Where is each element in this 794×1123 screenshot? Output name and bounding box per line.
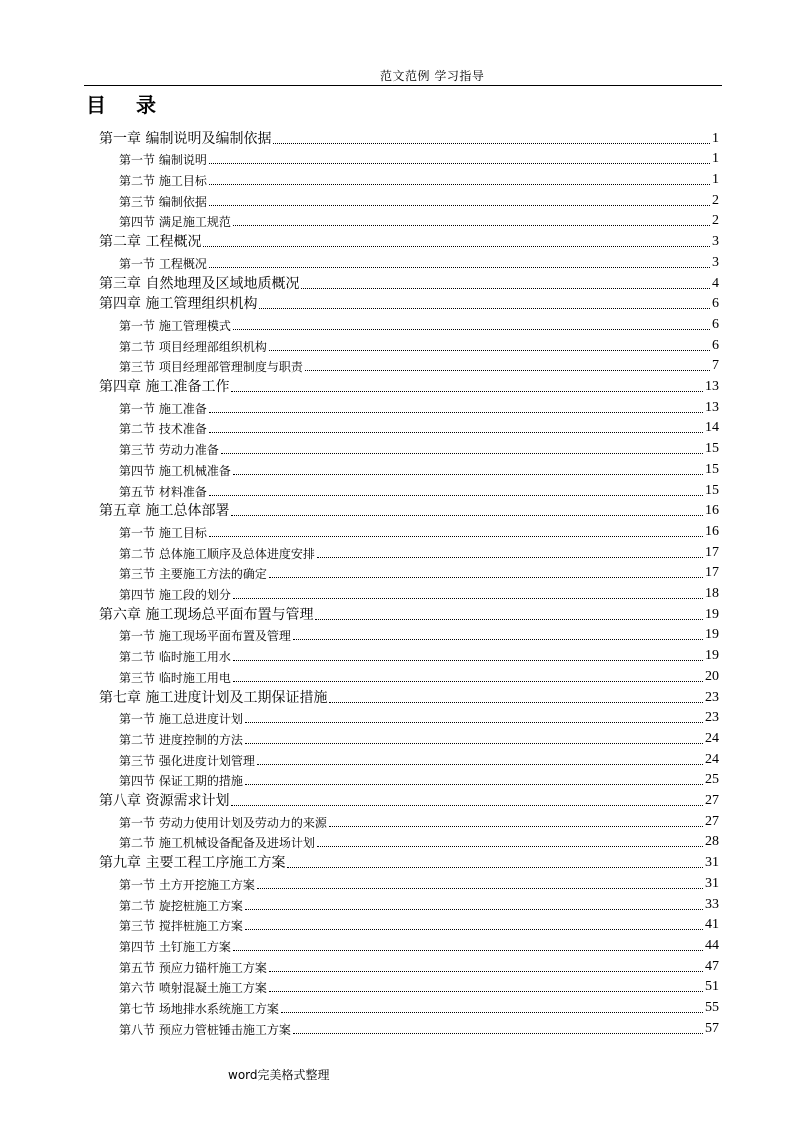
- toc-dot-leader: [315, 619, 703, 620]
- toc-section-entry[interactable]: [0, 831, 719, 852]
- toc-section-entry[interactable]: [0, 955, 719, 976]
- toc-page-number: 31: [705, 875, 719, 891]
- toc-dot-leader: [209, 267, 710, 268]
- toc-section-entry[interactable]: [0, 541, 719, 562]
- toc-dot-leader: [245, 909, 703, 910]
- toc-section-entry[interactable]: [0, 458, 719, 479]
- toc-section-entry[interactable]: [0, 893, 719, 914]
- toc-section-entry[interactable]: [0, 872, 719, 893]
- toc-page-number: 33: [705, 896, 719, 912]
- toc-entry-label: 第七章 施工进度计划及工期保证措施: [99, 689, 328, 706]
- toc-page-number: 1: [712, 151, 719, 167]
- toc-section-entry[interactable]: [0, 148, 719, 169]
- toc-page-number: 57: [705, 1020, 719, 1036]
- toc-dot-leader: [269, 971, 703, 972]
- toc-chapter-entry[interactable]: [0, 686, 719, 707]
- toc-section-entry[interactable]: [0, 210, 719, 231]
- toc-dot-leader: [329, 702, 703, 703]
- toc-section-entry[interactable]: [0, 168, 719, 189]
- toc-dot-leader: [233, 660, 703, 661]
- toc-entry-label: 第一节 施工准备: [119, 401, 207, 416]
- toc-dot-leader: [259, 308, 710, 309]
- toc-entry-label: 第四节 土钉施工方案: [119, 939, 231, 954]
- toc-entry-label: 第三节 项目经理部管理制度与职责: [119, 360, 303, 375]
- toc-entry-label: 第二节 技术准备: [119, 422, 207, 437]
- toc-entry-label: 第二节 施工目标: [119, 174, 207, 189]
- toc-dot-leader: [233, 598, 703, 599]
- toc-section-entry[interactable]: [0, 996, 719, 1017]
- toc-dot-leader: [231, 391, 703, 392]
- toc-page-number: 14: [705, 420, 719, 436]
- toc-chapter-entry[interactable]: [0, 127, 719, 148]
- toc-dot-leader: [231, 805, 703, 806]
- toc-section-entry[interactable]: [0, 934, 719, 955]
- toc-page-number: 28: [705, 834, 719, 850]
- toc-page-number: 31: [705, 855, 719, 871]
- toc-entry-label: 第三节 劳动力准备: [119, 443, 219, 458]
- toc-chapter-entry[interactable]: [0, 603, 719, 624]
- toc-chapter-entry[interactable]: [0, 500, 719, 521]
- toc-dot-leader: [287, 867, 703, 868]
- toc-entry-label: 第一节 工程概况: [119, 256, 207, 271]
- toc-entry-label: 第五章 施工总体部署: [99, 503, 230, 520]
- toc-section-entry[interactable]: [0, 976, 719, 997]
- toc-entry-label: 第三章 自然地理及区域地质概况: [99, 275, 300, 292]
- toc-page-number: 27: [705, 813, 719, 829]
- toc-dot-leader: [293, 639, 703, 640]
- toc-entry-label: 第一节 编制说明: [119, 153, 207, 168]
- toc-section-entry[interactable]: [0, 645, 719, 666]
- toc-entry-label: 第一节 土方开挖施工方案: [119, 877, 255, 892]
- toc-section-entry[interactable]: [0, 624, 719, 645]
- toc-dot-leader: [233, 329, 710, 330]
- toc-section-entry[interactable]: [0, 914, 719, 935]
- toc-section-entry[interactable]: [0, 355, 719, 376]
- toc-entry-label: 第四节 满足施工规范: [119, 215, 231, 230]
- toc-dot-leader: [209, 205, 710, 206]
- toc-page-number: 6: [712, 337, 719, 353]
- toc-dot-leader: [245, 784, 703, 785]
- toc-page-number: 15: [705, 461, 719, 477]
- toc-entry-label: 第三节 临时施工用电: [119, 670, 231, 685]
- toc-page-number: 51: [705, 979, 719, 995]
- toc-page-number: 24: [705, 730, 719, 746]
- toc-section-entry[interactable]: [0, 189, 719, 210]
- toc-dot-leader: [269, 350, 710, 351]
- toc-dot-leader: [317, 557, 703, 558]
- toc-entry-label: 第六节 喷射混凝土施工方案: [119, 981, 267, 996]
- toc-page-number: 16: [705, 503, 719, 519]
- toc-entry-label: 第三节 主要施工方法的确定: [119, 567, 267, 582]
- toc-dot-leader: [233, 681, 703, 682]
- toc-section-entry[interactable]: [0, 582, 719, 603]
- toc-page-number: 27: [705, 793, 719, 809]
- toc-dot-leader: [273, 143, 710, 144]
- toc-section-entry[interactable]: [0, 769, 719, 790]
- toc-dot-leader: [301, 288, 710, 289]
- toc-entry-label: 第六章 施工现场总平面布置与管理: [99, 606, 314, 623]
- toc-dot-leader: [209, 495, 703, 496]
- toc-entry-label: 第三节 搅拌桩施工方案: [119, 919, 243, 934]
- toc-page-number: 19: [705, 627, 719, 643]
- toc-page-number: 47: [705, 958, 719, 974]
- page-header-text: 范文范例 学习指导: [380, 69, 485, 83]
- toc-page-number: 16: [705, 523, 719, 539]
- toc-entry-label: 第四节 施工段的划分: [119, 588, 231, 603]
- toc-page-number: 6: [712, 296, 719, 312]
- toc-entry-label: 第七节 场地排水系统施工方案: [119, 1002, 279, 1017]
- toc-page-number: 23: [705, 689, 719, 705]
- toc-entry-label: 第五节 材料准备: [119, 484, 207, 499]
- toc-dot-leader: [233, 474, 703, 475]
- toc-page-number: 2: [712, 213, 719, 229]
- toc-page-number: 2: [712, 192, 719, 208]
- toc-dot-leader: [293, 1033, 703, 1034]
- toc-chapter-entry[interactable]: [0, 852, 719, 873]
- toc-dot-leader: [269, 991, 703, 992]
- toc-entry-label: 第二章 工程概况: [99, 234, 202, 251]
- toc-section-entry[interactable]: [0, 396, 719, 417]
- toc-chapter-entry[interactable]: [0, 272, 719, 293]
- toc-page-number: 15: [705, 482, 719, 498]
- toc-dot-leader: [245, 722, 703, 723]
- toc-entry-label: 第一节 施工管理模式: [119, 318, 231, 333]
- toc-section-entry[interactable]: [0, 313, 719, 334]
- toc-entry-label: 第九章 主要工程工序施工方案: [99, 855, 286, 872]
- toc-page-number: 3: [712, 254, 719, 270]
- toc-page-number: 6: [712, 316, 719, 332]
- toc-dot-leader: [209, 432, 703, 433]
- toc-page-number: 15: [705, 441, 719, 457]
- toc-page-number: 13: [705, 379, 719, 395]
- toc-page-number: 19: [705, 648, 719, 664]
- toc-entry-label: 第一节 施工现场平面布置及管理: [119, 629, 291, 644]
- toc-section-entry[interactable]: [0, 748, 719, 769]
- toc-page-number: 19: [705, 606, 719, 622]
- toc-dot-leader: [203, 246, 710, 247]
- toc-section-entry[interactable]: [0, 334, 719, 355]
- toc-entry-label: 第一节 施工目标: [119, 525, 207, 540]
- toc-entry-label: 第五节 预应力锚杆施工方案: [119, 960, 267, 975]
- toc-entry-label: 第八章 资源需求计划: [99, 793, 230, 810]
- toc-page-number: 1: [712, 172, 719, 188]
- toc-entry-label: 第二节 旋挖桩施工方案: [119, 898, 243, 913]
- toc-entry-label: 第四章 施工管理组织机构: [99, 296, 258, 313]
- toc-page-number: 4: [712, 275, 719, 291]
- toc-page-number: 20: [705, 668, 719, 684]
- toc-page-number: 55: [705, 1000, 719, 1016]
- toc-entry-label: 第二节 项目经理部组织机构: [119, 339, 267, 354]
- toc-section-entry[interactable]: [0, 251, 719, 272]
- toc-chapter-entry[interactable]: [0, 293, 719, 314]
- toc-chapter-entry[interactable]: [0, 231, 719, 252]
- toc-dot-leader: [209, 184, 710, 185]
- toc-entry-label: 第四章 施工准备工作: [99, 379, 230, 396]
- toc-page-number: 13: [705, 399, 719, 415]
- toc-page-number: 44: [705, 937, 719, 953]
- toc-entry-label: 第八节 预应力管桩锤击施工方案: [119, 1022, 291, 1037]
- toc-entry-label: 第一节 劳动力使用计划及劳动力的来源: [119, 815, 327, 830]
- toc-dot-leader: [231, 515, 703, 516]
- toc-dot-leader: [245, 743, 703, 744]
- toc-page-number: 23: [705, 710, 719, 726]
- toc-entry-label: 第四节 施工机械准备: [119, 463, 231, 478]
- toc-page-number: 18: [705, 586, 719, 602]
- toc-entry-label: 第二节 临时施工用水: [119, 650, 231, 665]
- toc-page-number: 41: [705, 917, 719, 933]
- toc-page-number: 17: [705, 544, 719, 560]
- toc-page-number: 3: [712, 234, 719, 250]
- toc-dot-leader: [317, 846, 703, 847]
- toc-entry-label: 第二节 总体施工顺序及总体进度安排: [119, 546, 315, 561]
- toc-dot-leader: [233, 950, 703, 951]
- toc-section-entry[interactable]: [0, 520, 719, 541]
- toc-dot-leader: [245, 929, 703, 930]
- toc-section-entry[interactable]: [0, 727, 719, 748]
- toc-section-entry[interactable]: [0, 479, 719, 500]
- toc-section-entry[interactable]: [0, 438, 719, 459]
- toc-dot-leader: [233, 225, 710, 226]
- toc-title: 目录: [86, 93, 186, 117]
- toc-dot-leader: [209, 412, 703, 413]
- toc-chapter-entry[interactable]: [0, 375, 719, 396]
- toc-entry-label: 第一章 编制说明及编制依据: [99, 130, 272, 147]
- toc-entry-label: 第三节 编制依据: [119, 194, 207, 209]
- toc-dot-leader: [281, 1012, 703, 1013]
- toc-chapter-entry[interactable]: [0, 789, 719, 810]
- toc-entry-label: 第三节 强化进度计划管理: [119, 753, 255, 768]
- toc-section-entry[interactable]: [0, 1017, 719, 1038]
- toc-section-entry[interactable]: [0, 810, 719, 831]
- page-footer-text: word完美格式整理: [228, 1068, 330, 1082]
- header-rule: [84, 85, 722, 86]
- toc-dot-leader: [329, 826, 703, 827]
- toc-dot-leader: [209, 536, 703, 537]
- toc-entry-label: 第四节 保证工期的措施: [119, 774, 243, 789]
- toc-entry-label: 第二节 进度控制的方法: [119, 732, 243, 747]
- toc-dot-leader: [257, 764, 703, 765]
- toc-section-entry[interactable]: [0, 665, 719, 686]
- toc-dot-leader: [269, 577, 703, 578]
- toc-entry-label: 第一节 施工总进度计划: [119, 712, 243, 727]
- toc-dot-leader: [257, 888, 703, 889]
- toc-page-number: 25: [705, 772, 719, 788]
- toc-dot-leader: [209, 163, 710, 164]
- toc-page-number: 17: [705, 565, 719, 581]
- toc-dot-leader: [221, 453, 703, 454]
- toc-dot-leader: [305, 370, 710, 371]
- toc-page-number: 24: [705, 751, 719, 767]
- toc-page-number: 7: [712, 358, 719, 374]
- toc-page-number: 1: [712, 130, 719, 146]
- toc-section-entry[interactable]: [0, 707, 719, 728]
- toc-section-entry[interactable]: [0, 417, 719, 438]
- toc-entry-label: 第二节 施工机械设备配备及进场计划: [119, 836, 315, 851]
- toc-section-entry[interactable]: [0, 562, 719, 583]
